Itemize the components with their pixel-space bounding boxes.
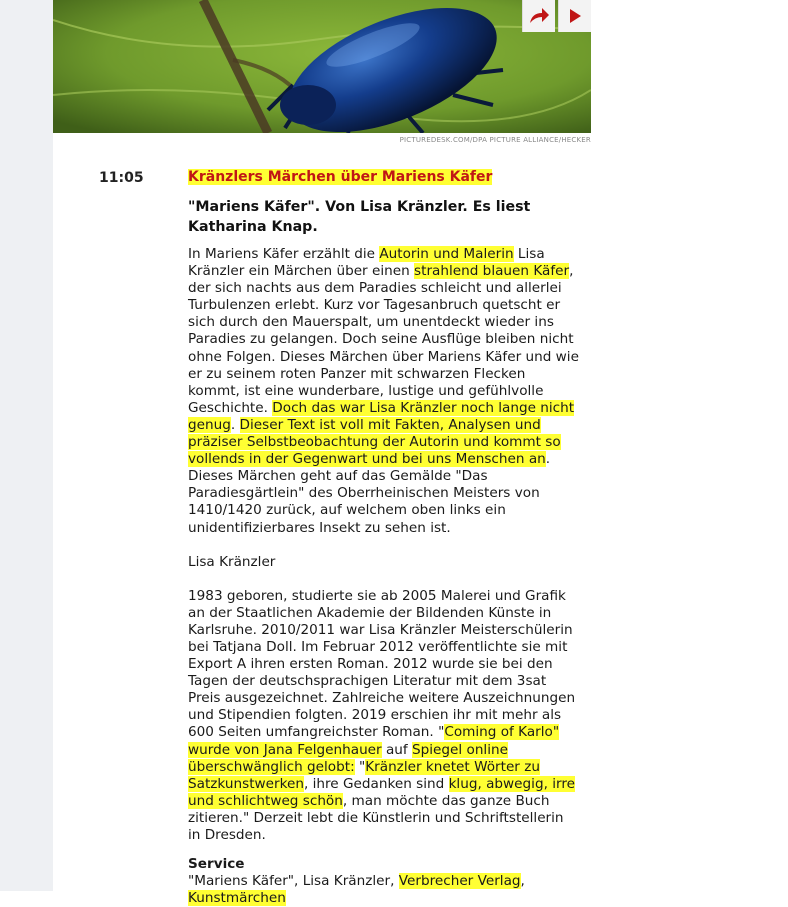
- program-content: [188, 167, 580, 907]
- bio-text: , man möchte das ganze Buch zitieren." Derzeit lebt die Künstlerin und Schriftstellerin in Dresden.: [188, 792, 564, 843]
- genre-label: Kunstmärchen: [188, 890, 286, 907]
- author-heading: Lisa Kränzler: [188, 553, 276, 570]
- service-heading: Service: [188, 856, 245, 873]
- desc-highlight: Dieser Text ist voll mit Fakten, Analysen und präziser Selbstbeobachtung der Autorin und kommt so vollends in der Gegenwart und bei uns Menschen an: [188, 416, 561, 468]
- bio-text: auf: [381, 741, 413, 758]
- author-bio: [188, 588, 580, 844]
- share-arrow-icon: [528, 7, 550, 25]
- desc-text: , der sich nachts aus dem Paradies schleicht und allerlei Turbulenzen erlebt. Kurz vor Tagesanbruch quetscht er sich durch den Mauerspalt, um unentdeckt wieder ins Paradies zu gelangen. Doch seine Ausflüge bleiben nicht ohne Folgen. Dieses Märchen über Mariens Käfer und wie er zu seinem roten Panzer mit schwarzen Flecken kommt, ist eine wunderbare, lustige und gefühlvolle Geschichte.: [188, 263, 579, 416]
- service-text: "Mariens Käfer", Lisa Kränzler,: [188, 873, 399, 890]
- program-subtitle: "Mariens Käfer". Von Lisa Kränzler. Es liest Katharina Knap.: [188, 199, 531, 235]
- left-gutter: [0, 0, 53, 891]
- desc-text: .: [230, 416, 240, 433]
- broadcast-time: 11:05: [99, 170, 144, 186]
- bio-text: , ihre Gedanken sind: [303, 775, 449, 792]
- play-icon: [568, 8, 582, 24]
- desc-text: In Mariens Käfer erzählt die: [188, 246, 380, 262]
- desc-highlight: Doch das war Lisa Kränzler noch lange nicht genug: [188, 399, 575, 433]
- service-text: ,: [520, 873, 525, 890]
- bio-highlight: klug, abwegig, irre und schlichtweg schön: [188, 775, 575, 809]
- desc-highlight: strahlend blauen Käfer: [414, 263, 570, 280]
- service-info: [188, 873, 580, 907]
- desc-text: . Dieses Märchen geht auf das Gemälde "Das Paradiesgärtlein" des Oberrheinischen Meisters von 1410/1420 zurück, auf welchem oben links ein unidentifizierbares Insekt zu sehen ist.: [188, 451, 551, 536]
- bio-text: 1983 geboren, studierte sie ab 2005 Malerei und Grafik an der Staatlichen Akademie der Bildenden Künste in Karlsruhe. 2010/2011 war Lisa Kränzler Meisterschülerin bei Tatjana Doll. Im Februar 2012 veröffentlichte sie mit Export A ihren ersten Roman. 2012 wurde sie bei den Tagen der deutschsprachigen Literatur mit dem 3sat Preis ausgezeichnet. Zahlreiche weitere Auszeichnungen und Stipendien folgten. 2019 erschien ihr mit mehr als 600 Seiten umfangreichster Roman. ": [188, 587, 576, 741]
- bio-highlight: Coming of Karlo" wurde von Jana Felgenhauer: [188, 724, 560, 758]
- photo-credit: PICTUREDESK.COM/DPA PICTURE ALLIANCE/HECKER: [399, 136, 591, 144]
- program-title[interactable]: [188, 167, 580, 187]
- bio-highlight: Kränzler knetet Wörter zu Satzkunstwerken: [188, 758, 540, 792]
- hero-image: [53, 0, 591, 133]
- beetle-photo: [53, 0, 591, 133]
- share-button[interactable]: [522, 0, 555, 32]
- bio-highlight: Spiegel online überschwänglich gelobt:: [188, 741, 508, 775]
- program-title-text[interactable]: Kränzlers Märchen über Mariens Käfer: [188, 169, 493, 185]
- bio-text: ": [354, 758, 366, 775]
- publisher-link[interactable]: Verbrecher Verlag: [398, 873, 521, 890]
- program-description: [188, 246, 580, 537]
- desc-highlight: Autorin und Malerin: [379, 246, 514, 262]
- desc-text: Lisa Kränzler ein Märchen über einen: [188, 246, 545, 280]
- play-button[interactable]: [558, 0, 591, 32]
